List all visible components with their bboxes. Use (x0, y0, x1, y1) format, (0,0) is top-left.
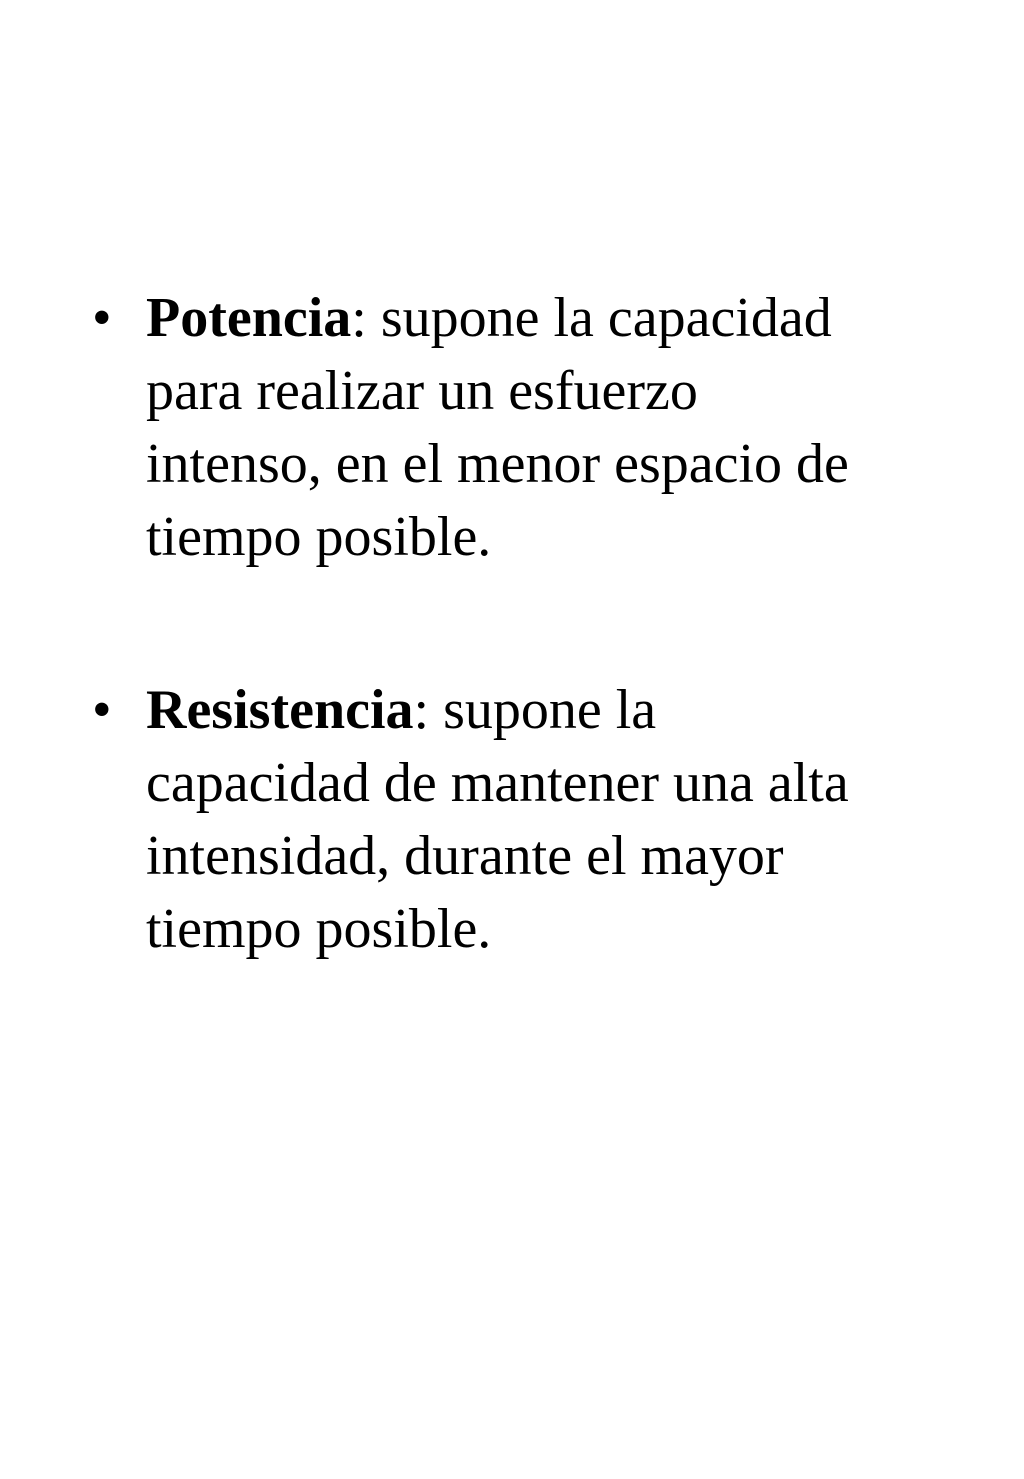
definition-line: tiempo posible. (146, 898, 492, 960)
definition-line: intenso, en el menor espacio de (146, 433, 849, 495)
definition-line: para realizar un esfuerzo (146, 360, 698, 422)
definition-line: tiempo posible. (146, 506, 492, 568)
bullet-icon: • (92, 679, 112, 741)
list-item-resistencia (92, 674, 922, 966)
term-resistencia: Resistencia (146, 679, 414, 741)
bullet-icon: • (92, 287, 112, 349)
definition-start: : supone la capacidad (351, 287, 832, 349)
list-item-potencia (92, 282, 922, 574)
bullet-list (92, 282, 922, 966)
definition-line: capacidad de mantener una alta (146, 752, 849, 814)
term-potencia: Potencia (146, 287, 352, 349)
definition-line: intensidad, durante el mayor (146, 825, 784, 887)
definition-start: : supone la (413, 679, 657, 741)
item-first-line (146, 282, 922, 355)
item-first-line (146, 674, 922, 747)
